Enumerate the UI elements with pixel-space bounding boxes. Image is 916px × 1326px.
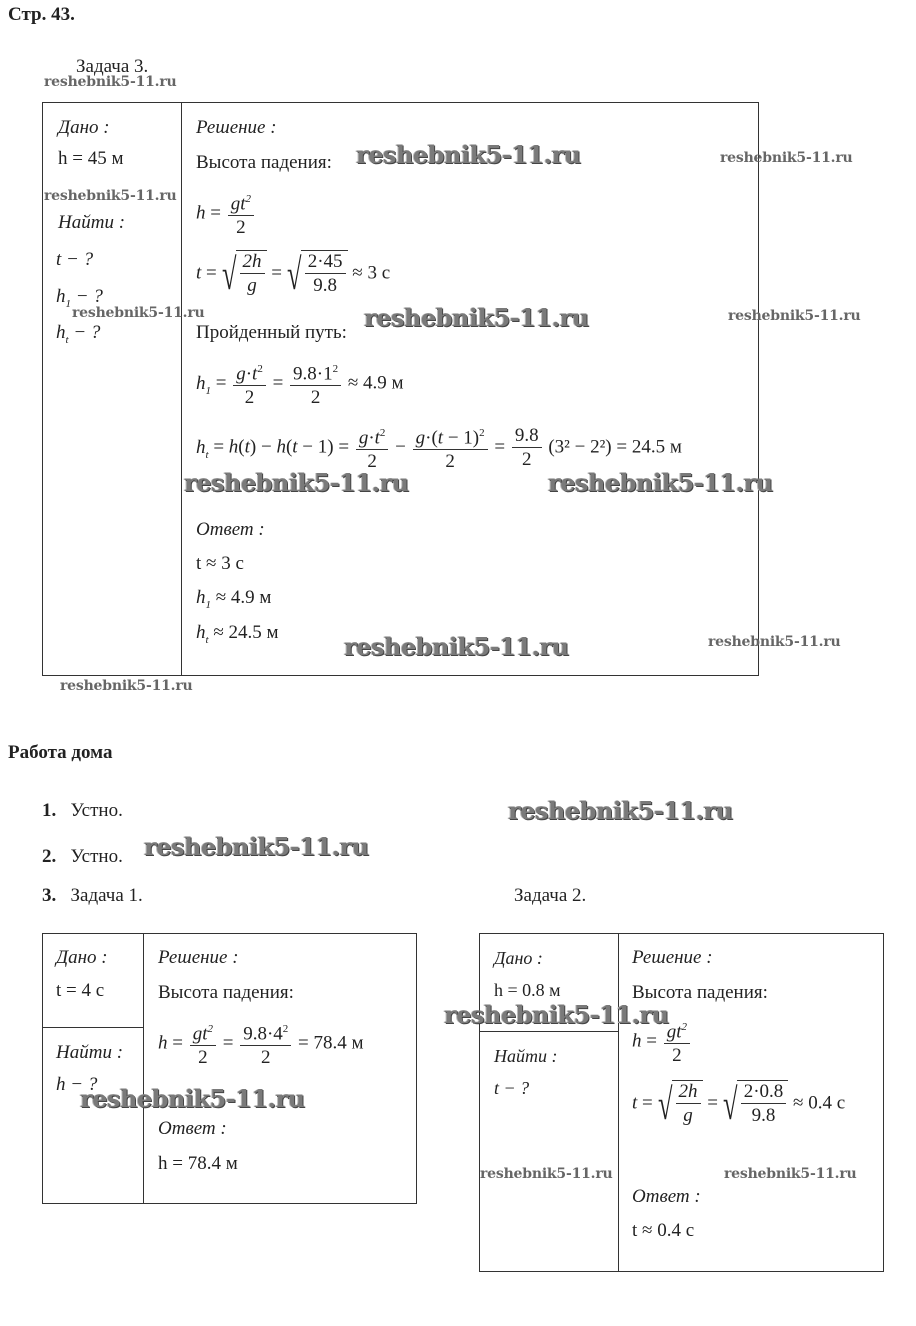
hw2-fall-height: Высота падения: — [632, 982, 768, 1003]
hw1-given-label: Дано : — [56, 947, 108, 968]
hw2-answer-label: Ответ : — [632, 1186, 701, 1207]
task3-solution-label: Решение : — [196, 117, 277, 138]
task3-answer-t: t ≈ 3 с — [196, 553, 244, 574]
task3-title: Задача 3. — [76, 56, 149, 77]
watermark: reshebnik5-11.ru — [44, 188, 177, 204]
watermark: reshebnik5-11.ru — [356, 140, 581, 169]
task3-answer-label: Ответ : — [196, 519, 265, 540]
watermark: reshebnik5-11.ru — [44, 74, 177, 90]
hw2-given-h: h = 0.8 м — [494, 980, 561, 1000]
watermark: reshebnik5-11.ru — [724, 1166, 857, 1182]
hw1-given-t: t = 4 с — [56, 980, 105, 1001]
watermark: reshebnik5-11.ru — [72, 305, 205, 321]
task3-fall-height: Высота падения: — [196, 152, 332, 173]
task3-path-label: Пройденный путь: — [196, 322, 347, 343]
task3-eq-t: t = √ $\frac{2h}{g}$ = √ $\frac{2\cdot 45}{9.8}$ ≈ 3 с — [196, 250, 391, 299]
page-number: Стр. 43. — [8, 4, 75, 25]
homework-item-1: 1. Устно. — [42, 800, 123, 821]
watermark: reshebnik5-11.ru — [728, 308, 861, 324]
watermark: reshebnik5-11.ru — [364, 303, 589, 332]
watermark: reshebnik5-11.ru — [480, 1166, 613, 1182]
hw2-eq-h: h = $\frac{gt^2}{2}$ — [632, 1016, 692, 1068]
watermark: reshebnik5-11.ru — [184, 468, 409, 497]
watermark: reshebnik5-11.ru — [548, 468, 773, 497]
hw1-solution-label: Решение : — [158, 947, 239, 968]
hw1-answer-h: h = 78.4 м — [158, 1153, 238, 1174]
hw2-answer-t: t ≈ 0.4 с — [632, 1220, 695, 1241]
hw2-divider — [618, 933, 619, 1272]
hw2-find-label: Найти : — [494, 1046, 558, 1066]
homework-item-3: 3. Задача 1. — [42, 885, 143, 906]
task3-eq-h1: $h_1$ = $\frac{g\cdot t^2}{2}$ = $\frac{9.8\cdot 1^2}{2}$ ≈ 4.9 м — [196, 358, 404, 410]
watermark: reshebnik5-11.ru — [60, 678, 193, 694]
hw1-find-h: h − ? — [56, 1074, 98, 1095]
hw1-given-divider — [42, 1027, 143, 1028]
homework-title: Работа дома — [8, 742, 113, 763]
watermark: reshebnik5-11.ru — [720, 150, 853, 166]
watermark: reshebnik5-11.ru — [344, 632, 569, 661]
task3-given-h: h = 45 м — [58, 148, 124, 169]
hw1-find-label: Найти : — [56, 1042, 124, 1063]
task3-answer-h1: $h_1 \approx 4.9$ м — [196, 587, 272, 611]
hw2-eq-t: t = √ $\frac{2h}{g}$ = √ $\frac{2\cdot 0.8}{9.8}$ ≈ 0.4 с — [632, 1080, 846, 1129]
homework-task2-title: Задача 2. — [514, 885, 587, 906]
watermark: reshebnik5-11.ru — [708, 634, 841, 650]
hw1-eq: h = $\frac{gt^2}{2}$ = $\frac{9.8\cdot 4^2}{2}$ = 78.4 м — [158, 1018, 364, 1070]
watermark: reshebnik5-11.ru — [144, 832, 369, 861]
hw2-solution-label: Решение : — [632, 947, 713, 968]
watermark: reshebnik5-11.ru — [508, 796, 733, 825]
task3-find-ht: $h_t$ − ? — [56, 322, 101, 346]
task3-find-h1: $h_1$ − ? — [56, 286, 103, 310]
task3-divider — [181, 102, 182, 676]
hw1-fall-height: Высота падения: — [158, 982, 294, 1003]
task3-find-t: t − ? — [56, 249, 94, 270]
hw1-divider — [143, 933, 144, 1204]
hw2-find-t: t − ? — [494, 1078, 530, 1098]
task3-answer-ht: $h_t \approx 24.5$ м — [196, 622, 279, 646]
hw2-given-divider — [479, 1031, 618, 1032]
hw1-answer-label: Ответ : — [158, 1118, 227, 1139]
watermark: reshebnik5-11.ru — [80, 1084, 305, 1113]
task3-eq-h: h = $\frac{gt^2}{2}$ — [196, 188, 256, 240]
watermark: reshebnik5-11.ru — [444, 1000, 669, 1029]
hw2-given-label: Дано : — [494, 948, 543, 968]
task3-find-label: Найти : — [58, 212, 126, 233]
homework-item-2: 2. Устно. — [42, 846, 123, 867]
task3-eq-ht: $h_t = h(t) - h(t - 1)$ = $\frac{g\cdot t^2}{2}$ − $\frac{g\cdot(t - 1)^2}{2}$ = $\frac{9.8}{2}$ (3² − 2²) = 24.5 м — [196, 422, 682, 474]
task3-given-label: Дано : — [58, 117, 110, 138]
